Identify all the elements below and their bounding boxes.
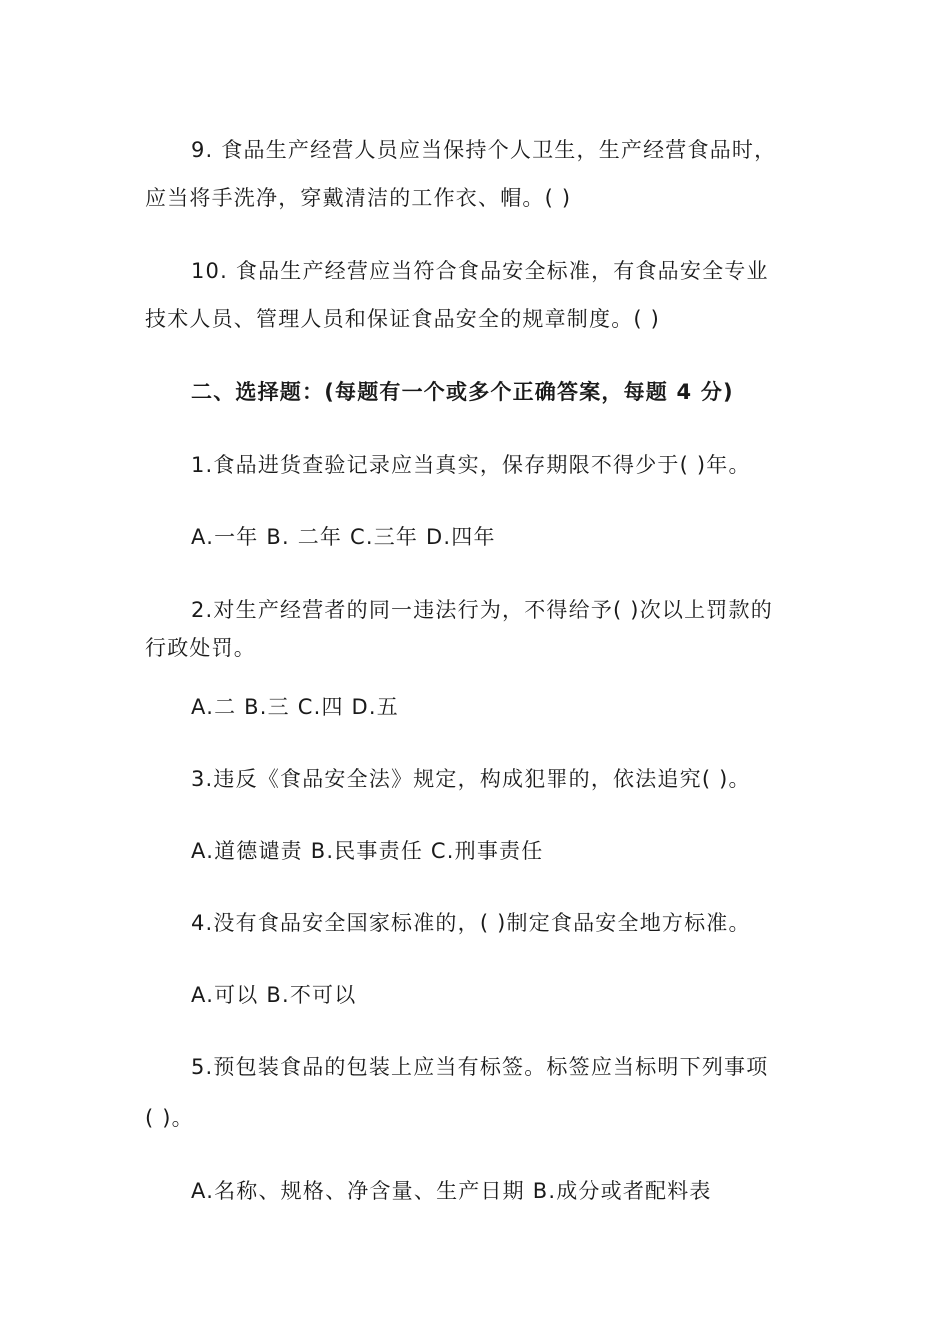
- question-4-options: A.可以 B.不可以: [191, 983, 357, 1007]
- question-2-line-1: 2.对生产经营者的同一违法行为，不得给予( )次以上罚款的: [191, 598, 773, 622]
- question-9-line-2: 应当将手洗净，穿戴清洁的工作衣、帽。( ): [145, 186, 572, 210]
- question-3-options: A.道德谴责 B.民事责任 C.刑事责任: [191, 839, 544, 863]
- question-10-line-1: 10. 食品生产经营应当符合食品安全标准，有食品安全专业: [191, 259, 769, 283]
- question-2-line-2: 行政处罚。: [145, 636, 256, 660]
- question-4: 4.没有食品安全国家标准的，( )制定食品安全地方标准。: [191, 911, 751, 935]
- question-3: 3.违反《食品安全法》规定，构成犯罪的，依法追究( )。: [191, 767, 751, 791]
- question-5-line-1: 5.预包装食品的包装上应当有标签。标签应当标明下列事项: [191, 1055, 769, 1079]
- question-5-line-2: ( )。: [145, 1106, 194, 1130]
- question-2-options: A.二 B.三 C.四 D.五: [191, 695, 399, 719]
- question-9-line-1: 9. 食品生产经营人员应当保持个人卫生，生产经营食品时，: [191, 138, 777, 162]
- question-1: 1.食品进货查验记录应当真实，保存期限不得少于( )年。: [191, 453, 751, 477]
- question-1-options: A.一年 B. 二年 C.三年 D.四年: [191, 525, 496, 549]
- question-10-line-2: 技术人员、管理人员和保证食品安全的规章制度。( ): [145, 307, 661, 331]
- section-heading: 二、选择题：(每题有一个或多个正确答案，每题 4 分): [191, 380, 734, 404]
- question-5-options: A.名称、规格、净含量、生产日期 B.成分或者配料表: [191, 1179, 712, 1203]
